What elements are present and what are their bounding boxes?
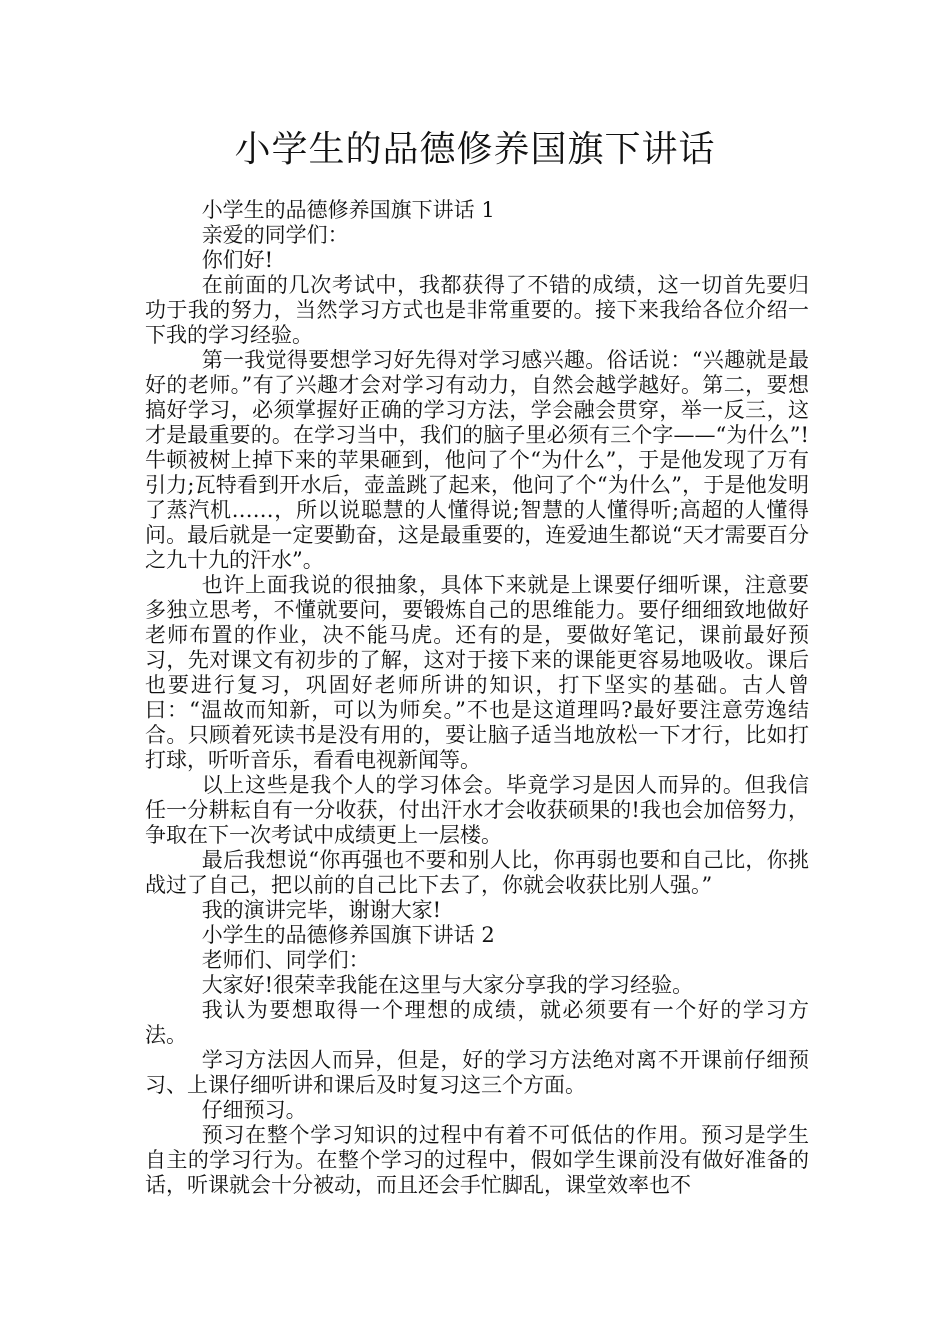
paragraph: 我的演讲完毕，谢谢大家! — [201, 898, 442, 922]
paragraph: 最后我想说“你再强也不要和别人比，你再弱也要和自己比，你挑战过了自己，把以前的自己比下去了，你就会收获比别人强。” — [145, 848, 809, 897]
document-body — [145, 198, 809, 1198]
paragraph: 在前面的几次考试中，我都获得了不错的成绩，这一切首先要归功于我的努力，当然学习方式也是非常重要的。接下来我给各位介绍一下我的学习经验。 — [145, 273, 809, 347]
paragraph: 小学生的品德修养国旗下讲话 2 — [201, 923, 495, 947]
paragraph: 第一我觉得要想学习好先得对学习感兴趣。俗话说：“兴趣就是最好的老师。”有了兴趣才会对学习有动力，自然会越学越好。第二，要想搞好学习，必须掌握好正确的学习方法，学会融会贯穿，举一反三，这才是最重要的。在学习当中，我们的脑子里必须有三个字——“为什么”!牛顿被树上掉下来的苹果砸到，他问了个“为什么”，于是他发现了万有引力;瓦特看到开水后，壶盖跳了起来，他问了个“为什么”，于是他发明了蒸汽机……，所以说聪慧的人懂得说;智慧的人懂得听;高超的人懂得问。最后就是一定要勤奋，这是最重要的，连爱迪生都说“天才需要百分之九十九的汗水”。 — [145, 348, 809, 572]
paragraph: 老师们、同学们： — [201, 948, 370, 972]
paragraph: 学习方法因人而异，但是，好的学习方法绝对离不开课前仔细预习、上课仔细听讲和课后及时复习这三个方面。 — [145, 1048, 809, 1097]
paragraph: 仔细预习。 — [201, 1098, 307, 1122]
paragraph: 以上这些是我个人的学习体会。毕竟学习是因人而异的。但我信任一分耕耘自有一分收获，付出汗水才会收获硕果的!我也会加倍努力，争取在下一次考试中成绩更上一层楼。 — [145, 773, 809, 847]
paragraph: 也许上面我说的很抽象，具体下来就是上课要仔细听课，注意要多独立思考，不懂就要问，要锻炼自己的思维能力。要仔细细致地做好老师布置的作业，决不能马虎。还有的是，要做好笔记，课前最好预习，先对课文有初步的了解，这对于接下来的课能更容易地吸收。课后也要进行复习，巩固好老师所讲的知识，打下坚实的基础。古人曾曰：“温故而知新，可以为师矣。”不也是这道理吗?最好要注意劳逸结合。只顾着死读书是没有用的，要让脑子适当地放松一下才行，比如打打球，听听音乐，看看电视新闻等。 — [145, 573, 809, 772]
paragraph: 我认为要想取得一个理想的成绩，就必须要有一个好的学习方法。 — [145, 998, 809, 1047]
paragraph: 亲爱的同学们： — [201, 223, 349, 247]
document-title: 小学生的品德修养国旗下讲话 — [234, 129, 716, 170]
paragraph: 你们好! — [201, 248, 274, 272]
paragraph: 小学生的品德修养国旗下讲话 1 — [201, 198, 495, 222]
paragraph: 预习在整个学习知识的过程中有着不可低估的作用。预习是学生自主的学习行为。在整个学习的过程中，假如学生课前没有做好准备的话，听课就会十分被动，而且还会手忙脚乱，课堂效率也不 — [145, 1123, 809, 1197]
paragraph: 大家好!很荣幸我能在这里与大家分享我的学习经验。 — [201, 973, 694, 997]
